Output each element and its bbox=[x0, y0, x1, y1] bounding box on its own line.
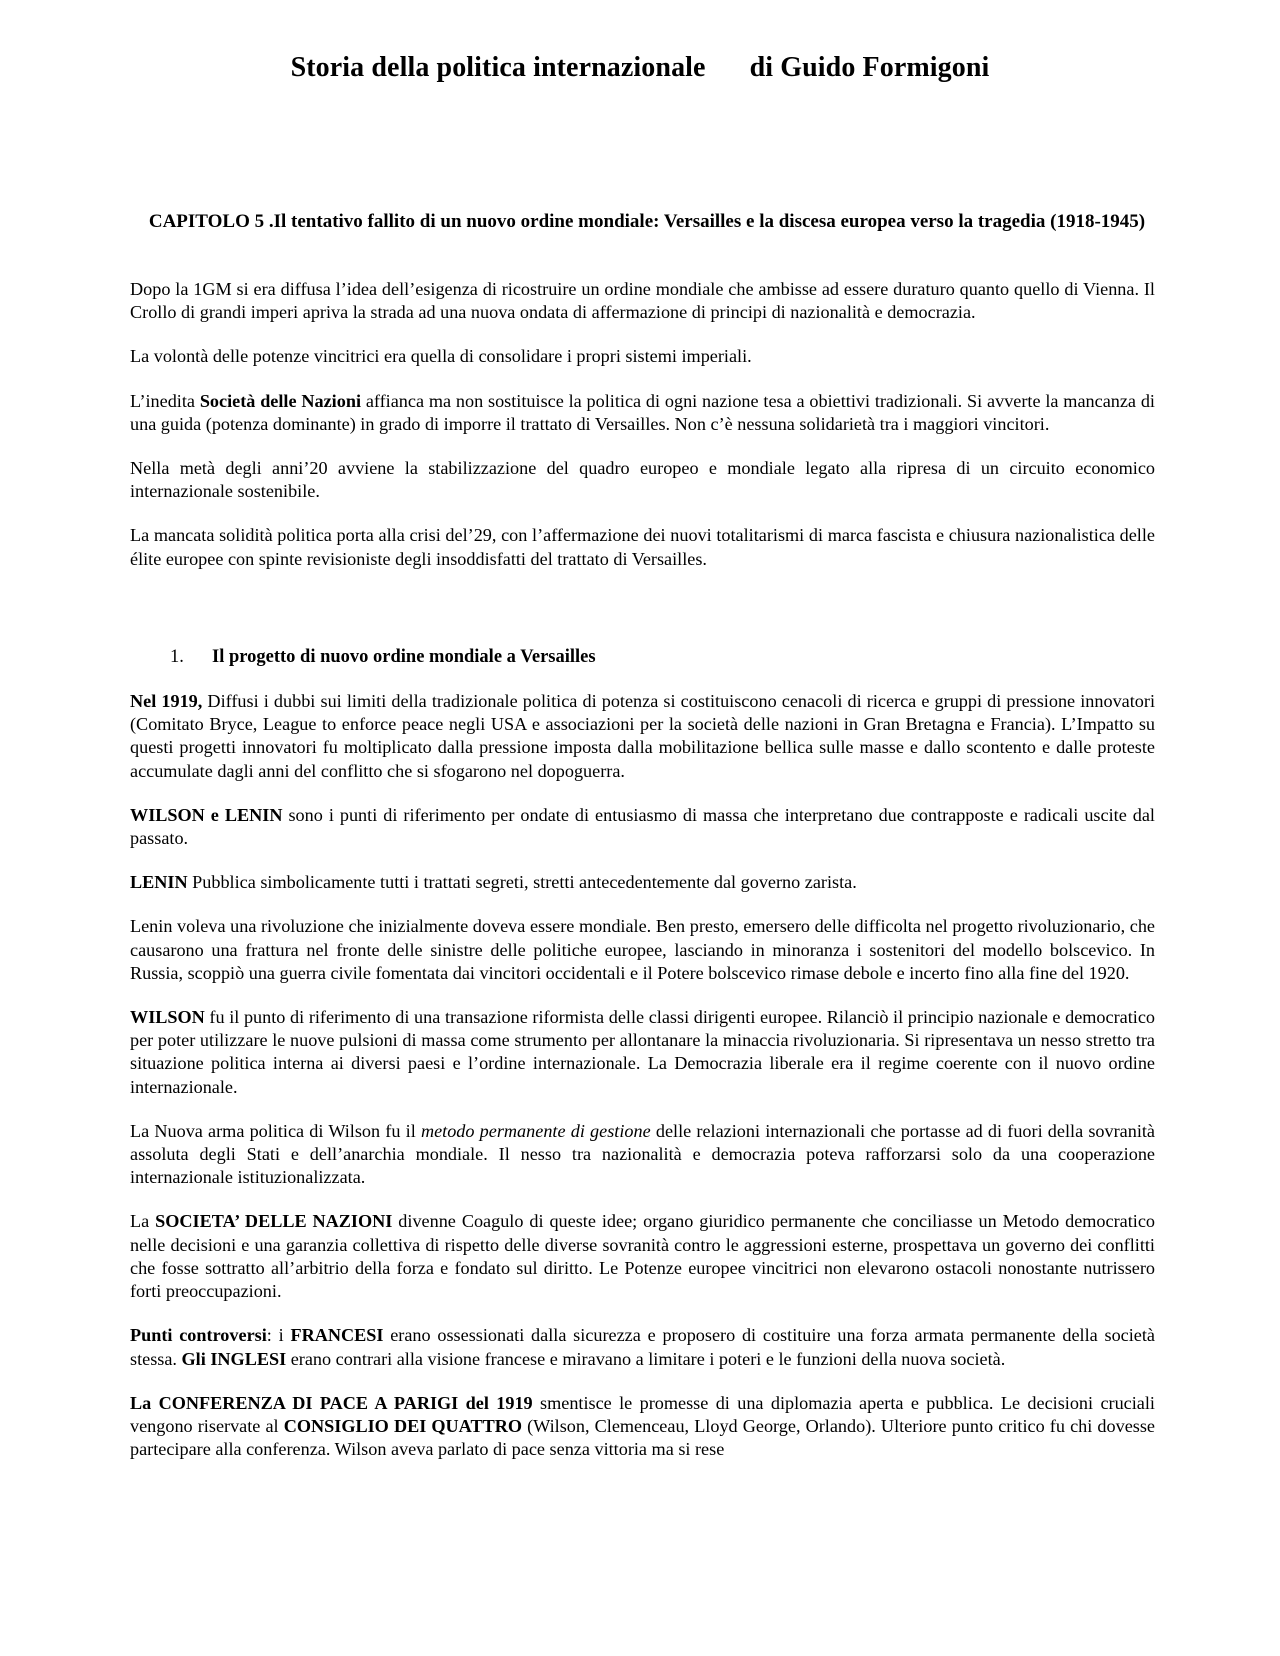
document-title bbox=[0, 52, 1280, 84]
document-body bbox=[130, 278, 1155, 1482]
title-main: Storia della politica internazionale bbox=[290, 52, 706, 83]
paragraph: LENIN Pubblica simbolicamente tutti i trattati segreti, stretti antecedentemente dal governo zarista. bbox=[130, 872, 857, 893]
intro-paragraph-5: La mancata solidità politica porta alla crisi del’29, con l’affermazione dei nuovi totalitarismi di marca fascista e chiusura nazionalistica delle élite europee con spinte revisioniste degli insoddisfatti del trattato di Versailles. bbox=[130, 525, 1155, 569]
paragraph: Lenin voleva una rivoluzione che inizialmente doveva essere mondiale. Ben presto, emersero delle difficolta nel progetto rivoluzionario, che causarono una frattura nel fronte delle sinistre delle politiche europee, lasciando in minoranza i sostenitori del modello bolscevico. In Russia, scoppiò una guerra civile fomentata dai vincitori occidentali e il Potere bolscevico rimase debole e incerto fino alla fine del 1920. bbox=[130, 916, 1155, 983]
intro-paragraph-1: Dopo la 1GM si era diffusa l’idea dell’esigenza di ricostruire un ordine mondiale che ambisse ad essere duraturo quanto quello di Vienna. Il Crollo di grandi imperi apriva la strada ad una nuova ondata di affermazione di principi di nazionalità e democrazia. bbox=[130, 279, 1155, 323]
paragraph: Nel 1919, Diffusi i dubbi sui limiti della tradizionale politica di potenza si costituiscono cenacoli di ricerca e gruppi di pressione innovatori (Comitato Bryce, League to enforce peace negli USA e associazioni per la società delle nazioni in Gran Bretagna e Francia). L’Impatto su questi progetti innovatori fu moltiplicato dalla pressione imposta dalla mobilitazione bellica sulle masse e dallo scontento e dalle proteste accumulate dagli anni del conflitto che si sfogarono nel dopoguerra. bbox=[130, 691, 1155, 781]
section-number: 1. bbox=[170, 646, 184, 667]
section-heading-text: Il progetto di nuovo ordine mondiale a Versailles bbox=[212, 646, 596, 667]
intro-paragraph-2: La volontà delle potenze vincitrici era quella di consolidare i propri sistemi imperiali. bbox=[130, 346, 752, 367]
paragraph: WILSON fu il punto di riferimento di una transazione riformista delle classi dirigenti europee. Rilanciò il principio nazionale e democratico per poter utilizzare le nuove pulsioni di massa come strumento per allontanare la minaccia rivoluzionaria. Si ripresentava un nesso stretto tra situazione politica interna ai diversi paesi e l’ordine internazionale. La Democrazia liberale era il regime coerente con il nuovo ordine internazionale. bbox=[130, 1007, 1155, 1097]
section-heading bbox=[130, 646, 1155, 669]
paragraph: La CONFERENZA DI PACE A PARIGI del 1919 smentisce le promesse di una diplomazia aperta e pubblica. Le decisioni cruciali vengono riservate al CONSIGLIO DEI QUATTRO (Wilson, Clemenceau, Lloyd George, Orlando). Ulteriore punto critico fu chi dovesse partecipare alla conferenza. Wilson aveva parlato di pace senza vittoria ma si rese bbox=[130, 1392, 1155, 1460]
title-author: di Guido Formigoni bbox=[749, 52, 990, 83]
bold-term: Società delle Nazioni bbox=[199, 390, 361, 411]
paragraph: Punti controversi: i FRANCESI erano ossessionati dalla sicurezza e proposero di costituire una forza armata permanente della società stessa. Gli INGLESI erano contrari alla visione francese e miravano a limitare i poteri e le funzioni della nuova società. bbox=[130, 1325, 1155, 1369]
paragraph: WILSON e LENIN sono i punti di riferimento per ondate di entusiasmo di massa che interpretano due contrapposte e radicali uscite dal passato. bbox=[130, 804, 1155, 849]
paragraph: La SOCIETA’ DELLE NAZIONI divenne Coagulo di queste idee; organo giuridico permanente che conciliasse un Metodo democratico nelle decisioni e una garanzia collettiva di rispetto delle diverse sovranità contro le aggressioni esterne, prospettava un governo dei conflitti che fosse sottratto all’arbitrio della forza e fondato sul diritto. Le Potenze europee vincitrici non elevarono ostacoli nonostante nutrissero forti preoccupazioni. bbox=[130, 1211, 1156, 1302]
intro-paragraph-3: L’inedita Società delle Nazioni affianca ma non sostituisce la politica di ogni nazione tesa a obiettivi tradizionali. Si avverte la mancanza di una guida (potenza dominante) in grado di imporre il trattato di Versailles. Non c’è nessuna solidarietà tra i maggiori vincitori. bbox=[130, 390, 1155, 434]
intro-paragraph-4: Nella metà degli anni’20 avviene la stabilizzazione del quadro europeo e mondiale legato alla ripresa di un circuito economico internazionale sostenibile. bbox=[130, 458, 1155, 502]
paragraph: La Nuova arma politica di Wilson fu il metodo permanente di gestione delle relazioni internazionali che portasse ad di fuori della sovranità assoluta degli Stati e dell’anarchia mondiale. Il nesso tra nazionalità e democrazia poteva rafforzarsi solo da una cooperazione internazionale istituzionalizzata. bbox=[130, 1120, 1156, 1188]
chapter-title: CAPITOLO 5 .Il tentativo fallito di un nuovo ordine mondiale: Versailles e la discesa europea verso la tragedia (1918-1945) bbox=[148, 211, 1146, 232]
